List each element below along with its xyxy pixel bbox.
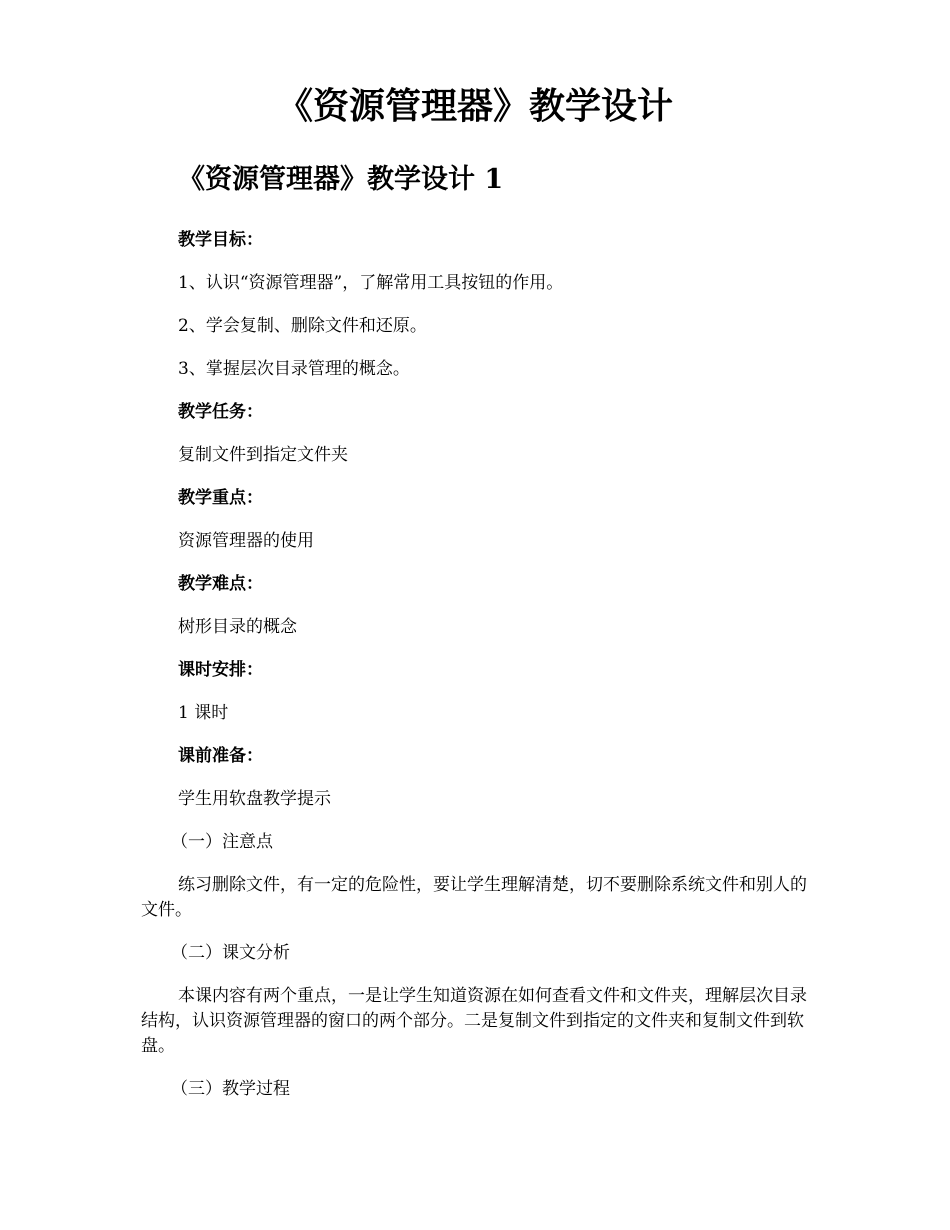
section-title: 《资源管理器》教学设计 1 <box>178 164 504 195</box>
teaching-task-text: 复制文件到指定文件夹 <box>178 445 348 465</box>
heading-preparation: 课前准备： <box>178 746 263 766</box>
goal-item-2: 2、学会复制、删除文件和还原。 <box>178 316 427 336</box>
heading-key-point: 教学重点： <box>178 488 263 508</box>
analysis-text: 本课内容有两个重点，一是让学生知道资源在如何查看文件和文件夹，理解层次目录结构，认识资源管理器的窗口的两个部分。二是复制文件到指定的文件夹和复制文件到软盘。 <box>141 986 807 1056</box>
document-body <box>141 228 813 1120</box>
heading-schedule: 课时安排： <box>178 660 263 680</box>
schedule-text: 1 课时 <box>178 703 229 723</box>
heading-difficulty: 教学难点： <box>178 574 263 594</box>
key-point-text: 资源管理器的使用 <box>178 531 314 551</box>
document-title: 《资源管理器》教学设计 <box>276 85 673 127</box>
attention-text: 练习删除文件，有一定的危险性，要让学生理解清楚，切不要删除系统文件和别人的文件。 <box>141 875 807 920</box>
section-attention: （一）注意点 <box>171 832 273 852</box>
heading-teaching-goals: 教学目标： <box>178 230 263 250</box>
section-process: （三）教学过程 <box>171 1079 290 1099</box>
difficulty-text: 树形目录的概念 <box>178 617 297 637</box>
goal-item-1: 1、认识“资源管理器”，了解常用工具按钮的作用。 <box>178 273 564 293</box>
goal-item-3: 3、掌握层次目录管理的概念。 <box>178 359 410 379</box>
heading-teaching-task: 教学任务： <box>178 402 263 422</box>
section-analysis: （二）课文分析 <box>171 943 290 963</box>
preparation-text: 学生用软盘教学提示 <box>178 789 331 809</box>
